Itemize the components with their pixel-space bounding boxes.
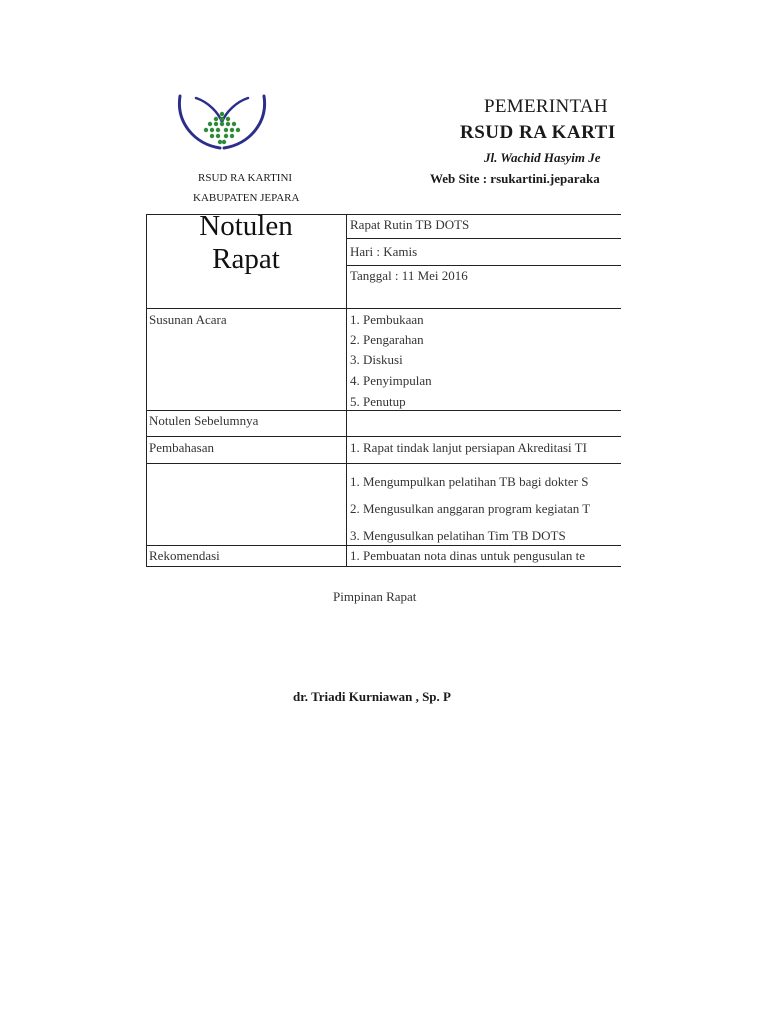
- discussion-main: 1. Rapat tindak lanjut persiapan Akreditasi TI: [350, 440, 587, 455]
- agenda-item: 5. Penutup: [350, 394, 406, 409]
- document-title: [146, 210, 346, 276]
- discussion-point: 3. Mengusulkan pelatihan Tim TB DOTS: [350, 528, 566, 543]
- header-org: PEMERINTAH: [484, 96, 608, 117]
- meeting-day: Hari : Kamis: [350, 244, 418, 259]
- header-hospital: RSUD RA KARTI: [460, 122, 616, 143]
- agenda-item: 1. Pembukaan: [350, 312, 424, 327]
- agenda-item: 3. Diskusi: [350, 352, 403, 367]
- discussion-point: 1. Mengumpulkan pelatihan TB bagi dokter S: [350, 474, 589, 489]
- table-line: [146, 463, 621, 464]
- table-line: [346, 238, 621, 239]
- table-line: [146, 436, 621, 437]
- header-website: Web Site : rsukartini.jeparaka: [430, 171, 600, 186]
- table-line: [146, 566, 621, 567]
- hospital-logo: [174, 92, 270, 158]
- meeting-date: Tanggal : 11 Mei 2016: [350, 268, 468, 283]
- agenda-label: Susunan Acara: [149, 312, 227, 327]
- table-line: [146, 410, 621, 411]
- header-address: Jl. Wachid Hasyim Je: [484, 150, 601, 165]
- discussion-label: Pembahasan: [149, 440, 214, 455]
- title-line-1: Notulen: [199, 210, 293, 242]
- agenda-item: 4. Penyimpulan: [350, 373, 432, 388]
- table-line: [146, 545, 621, 546]
- recommendation-label: Rekomendasi: [149, 548, 220, 563]
- signature-role: Pimpinan Rapat: [333, 589, 417, 604]
- table-line: [146, 308, 621, 309]
- recommendation-value: 1. Pembuatan nota dinas untuk pengusulan te: [350, 548, 586, 563]
- table-line: [346, 265, 621, 266]
- title-line-2: Rapat: [212, 243, 280, 275]
- logo-caption-region: KABUPATEN JEPARA: [193, 192, 300, 204]
- agenda-item: 2. Pengarahan: [350, 332, 424, 347]
- table-line: [346, 214, 347, 567]
- logo-caption-name: RSUD RA KARTINI: [198, 172, 293, 184]
- previous-notes-label: Notulen Sebelumnya: [149, 413, 259, 428]
- meeting-name: Rapat Rutin TB DOTS: [350, 217, 470, 232]
- discussion-point: 2. Mengusulkan anggaran program kegiatan T: [350, 501, 591, 516]
- signature-name: dr. Triadi Kurniawan , Sp. P: [293, 689, 451, 704]
